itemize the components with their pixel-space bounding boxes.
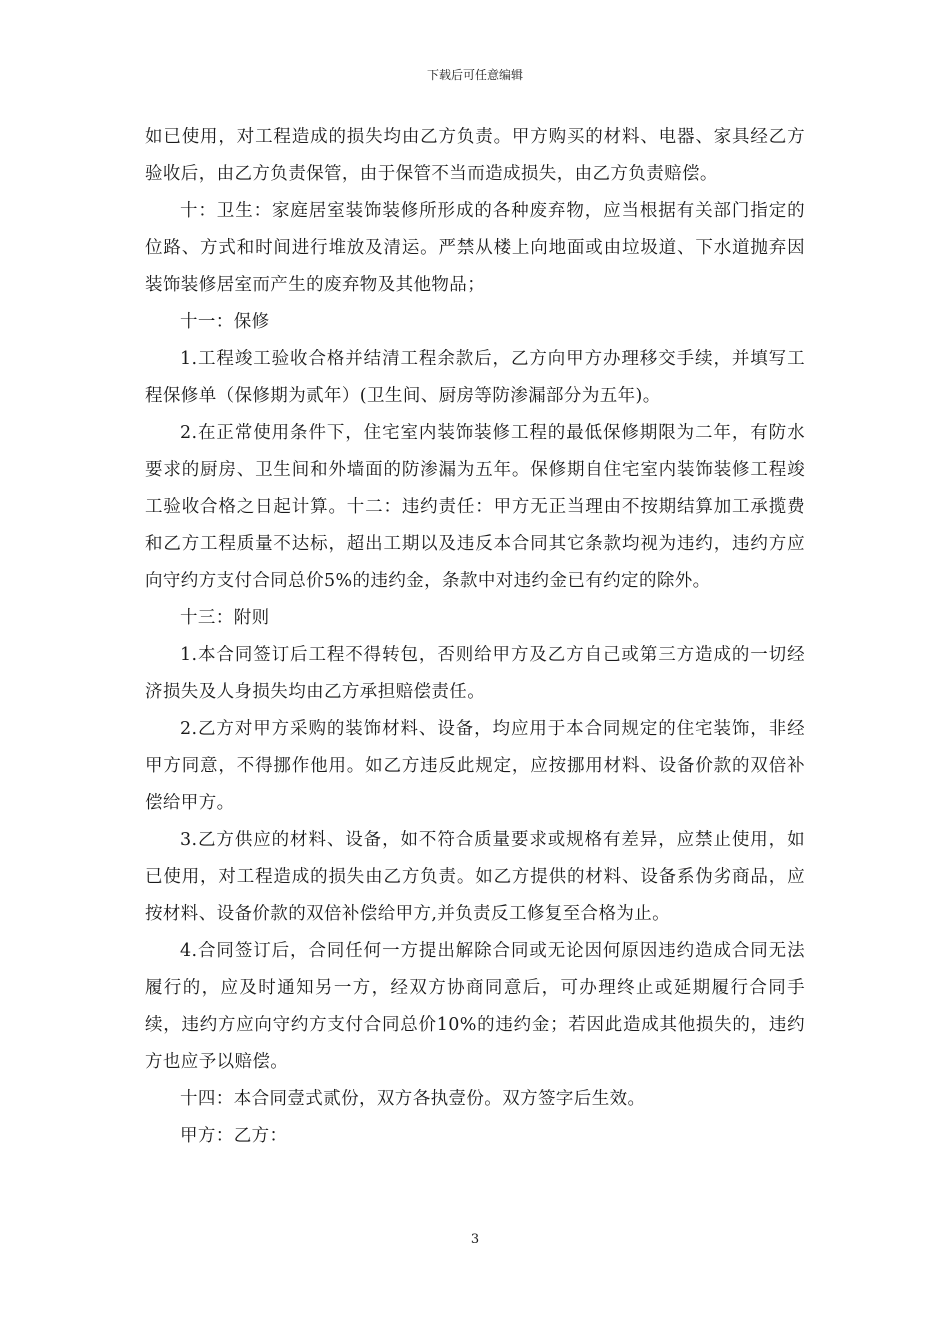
paragraph-supplementary-2: 2.乙方对甲方采购的装饰材料、设备，均应用于本合同规定的住宅装饰，非经甲方同意，不得挪作他用。如乙方违反此规定，应按挪用材料、设备价款的双倍补偿给甲方。 bbox=[145, 719, 805, 813]
header-note: 下载后可任意编辑 bbox=[426, 68, 523, 82]
heading-warranty: 十一：保修 bbox=[180, 312, 270, 332]
signature-line: 甲方：乙方： bbox=[180, 1126, 288, 1146]
paragraph-warranty-1: 1.工程竣工验收合格并结清工程余款后，乙方向甲方办理移交手续，并填写工程保修单（保修期为贰年）(卫生间、厨房等防渗漏部分为五年)。 bbox=[145, 349, 805, 406]
paragraph-warranty-2: 2.在正常使用条件下，住宅室内装饰装修工程的最低保修期限为二年，有防水要求的厨房、卫生间和外墙面的防渗漏为五年。保修期自住宅室内装饰装修工程竣工验收合格之日起计算。十二：违约责任：甲方无正当理由不按期结算加工承揽费和乙方工程质量不达标，超出工期以及违反本合同其它条款均视为违约，违约方应向守约方支付合同总价5%的违约金，条款中对违约金已有约定的除外。 bbox=[145, 423, 805, 591]
paragraph-supplementary-4: 4.合同签订后，合同任何一方提出解除合同或无论因何原因违约造成合同无法履行的，应及时通知另一方，经双方协商同意后，可办理终止或延期履行合同手续，违约方应向守约方支付合同总价10%的违约金；若因此造成其他损失的，违约方也应予以赔偿。 bbox=[145, 941, 805, 1072]
paragraph-copies: 十四：本合同壹式贰份，双方各执壹份。双方签字后生效。 bbox=[180, 1089, 646, 1109]
page-number: 3 bbox=[470, 1232, 480, 1247]
paragraph-hygiene: 十：卫生：家庭居室装饰装修所形成的各种废弃物，应当根据有关部门指定的位路、方式和时间进行堆放及清运。严禁从楼上向地面或由垃圾道、下水道抛弃因装饰装修居室而产生的废弃物及其他物品； bbox=[145, 201, 805, 295]
paragraph-continuation: 如已使用，对工程造成的损失均由乙方负责。甲方购买的材料、电器、家具经乙方验收后，由乙方负责保管，由于保管不当而造成损失，由乙方负责赔偿。 bbox=[145, 127, 805, 184]
paragraph-supplementary-1: 1.本合同签订后工程不得转包，否则给甲方及乙方自己或第三方造成的一切经济损失及人身损失均由乙方承担赔偿责任。 bbox=[145, 645, 805, 702]
document-body bbox=[145, 119, 805, 1155]
paragraph-supplementary-3: 3.乙方供应的材料、设备，如不符合质量要求或规格有差异，应禁止使用，如已使用，对工程造成的损失由乙方负责。如乙方提供的材料、设备系伪劣商品，应按材料、设备价款的双倍补偿给甲方,并负责反工修复至合格为止。 bbox=[145, 830, 805, 924]
heading-supplementary: 十三：附则 bbox=[180, 608, 270, 628]
